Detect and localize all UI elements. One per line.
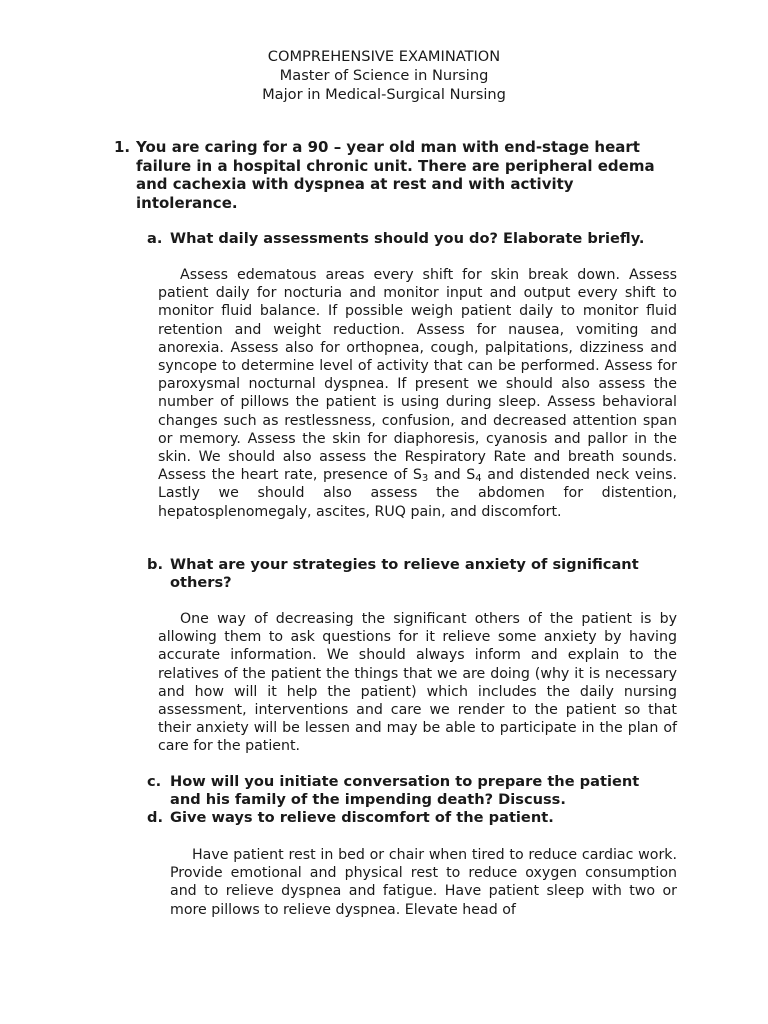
s3-subscript: 3 [421, 473, 429, 485]
sub-question-b-label: b. [147, 556, 163, 573]
answer-a-part2: and distended neck veins. Lastly we should also assess the abdomen for distention, hepatosplenomegaly, ascites, RUQ pain, and discomfort. [158, 467, 678, 520]
sub-question-d-text: Give ways to relieve discomfort of the patient. [170, 809, 554, 826]
sub-question-c-text: How will you initiate conversation to prepare the patient and his family of the impending death? Discuss. [170, 773, 640, 808]
header-major: Major in Medical-Surgical Nursing [262, 86, 506, 103]
exam-header [0, 47, 768, 104]
answer-d: Have patient rest in bed or chair when tired to reduce cardiac work. Provide emotional and physical rest to reduce oxygen consumption and to relieve dyspnea and fatigue. Have patient sleep with two or more pillows to relieve dyspnea. Elevate head of [170, 847, 677, 918]
sub-question-a-text: What daily assessments should you do? Elaborate briefly. [170, 230, 645, 247]
answer-b: One way of decreasing the significant others of the patient is by allowing them to ask questions for it relieve some anxiety by having accurate information. We should always inform and explain to the relatives of the patient the things that we are doing (why it is necessary and how will it help the patient) which includes the daily nursing assessment, interventions and care we render to the patient so that their anxiety will be lessen and may be able to participate in the plan of care for the patient. [158, 611, 677, 755]
sub-question-d-label: d. [147, 809, 163, 826]
sub-question-c-label: c. [147, 773, 162, 790]
header-title: COMPREHENSIVE EXAMINATION [267, 48, 501, 65]
answer-a-and: and S [428, 467, 476, 484]
answer-a-part1: Assess edematous areas every shift for skin break down. Assess patient daily for nocturia and monitor input and output every shift to monitor fluid balance. If possible weigh patient daily to monitor fluid retention and weight reduction. Assess for nausea, vomiting and anorexia. Assess also for orthopnea, cough, palpitations, dizziness and syncope to determine level of activity that can be performed. Assess for paroxysmal nocturnal dyspnea. If present we should also assess the number of pillows the patient is using during sleep. Assess behavioral changes such as restlessness, confusion, and decreased attention span or memory. Assess the skin for diaphoresis, cyanosis and pallor in the skin. We should also assess the Respiratory Rate and breath sounds. Assess the heart rate, presence of S [158, 267, 677, 484]
answer-a [158, 266, 677, 521]
question-number: 1. [114, 138, 131, 156]
question-text: You are caring for a 90 – year old man with end-stage heart failure in a hospital chronic unit. There are peripheral edema and cachexia with dyspnea at rest and with activity intolerance. [136, 138, 655, 212]
sub-question-b-text: What are your strategies to relieve anxiety of significant others? [170, 556, 639, 591]
sub-question-a-label: a. [147, 230, 163, 247]
s4-subscript: 4 [475, 473, 482, 485]
header-program: Master of Science in Nursing [279, 67, 489, 84]
